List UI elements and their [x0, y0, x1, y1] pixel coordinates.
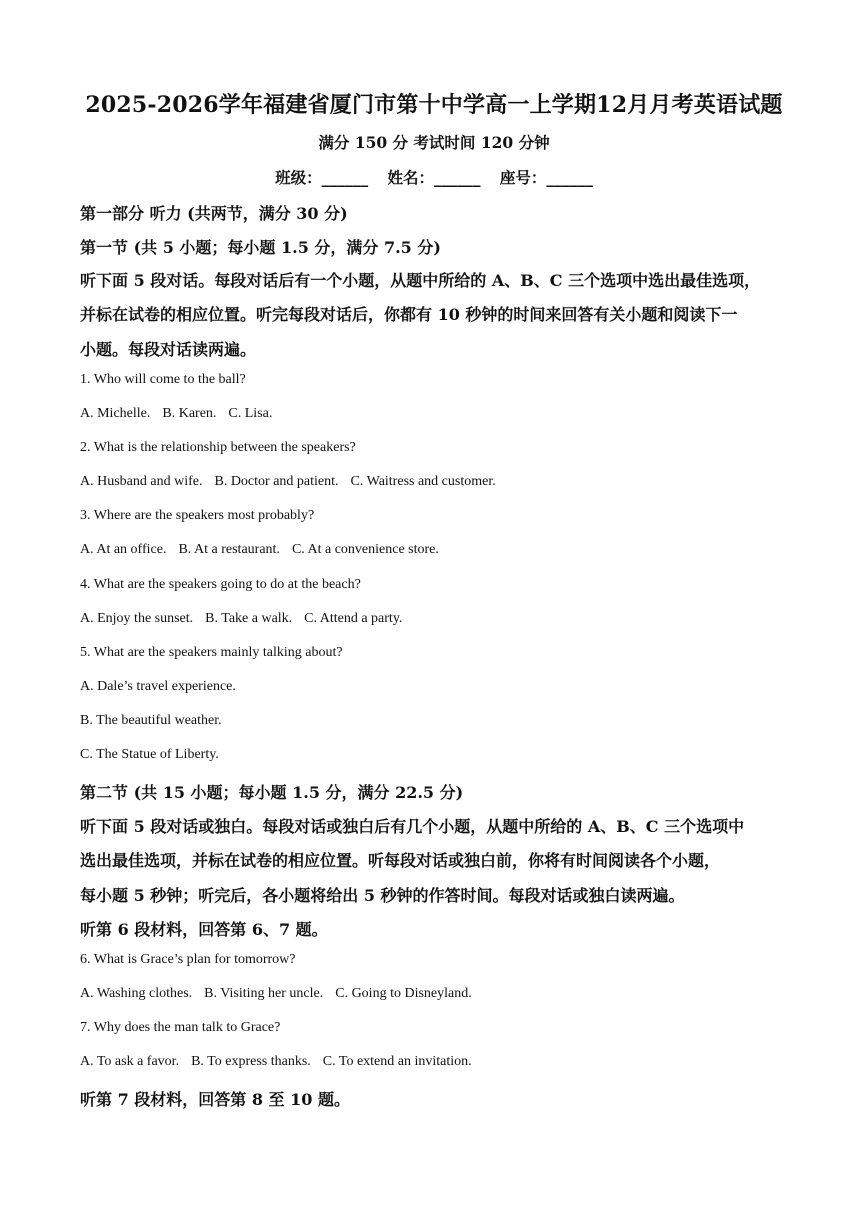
question-stem: 5. What are the speakers mainly talking about? [80, 645, 343, 660]
question-options [80, 406, 284, 422]
part1-heading: 第一部分 听力 (共两节，满分 30 分) [80, 204, 348, 223]
option-b: B. The beautiful weather. [80, 713, 222, 728]
student-info-fields [0, 166, 868, 188]
section1-instruction-line: 听下面 5 段对话。每段对话后有一个小题，从题中所给的 A、B、C 三个选项中选出最佳选项， [80, 271, 761, 290]
question-options [80, 986, 484, 1002]
question-stem: 4. What are the speakers going to do at the beach? [80, 577, 361, 592]
question-stem: 1. Who will come to the ball? [80, 372, 246, 387]
question-stem: 2. What is the relationship between the speakers? [80, 440, 356, 455]
section2-heading: 第二节 (共 15 小题；每小题 1.5 分，满分 22.5 分) [80, 783, 464, 802]
option-b: B. At a restaurant. [178, 542, 280, 557]
section1-heading: 第一节 (共 5 小题；每小题 1.5 分，满分 7.5 分) [80, 238, 441, 257]
question-options [80, 474, 508, 490]
option-c: C. Going to Disneyland. [335, 986, 472, 1001]
option-a: A. Enjoy the sunset. [80, 611, 194, 626]
section1-instruction-line: 并标在试卷的相应位置。听完每段对话后，你都有 10 秒钟的时间来回答有关小题和阅读下一 [80, 305, 738, 324]
material-6-heading: 听第 6 段材料，回答第 6、7 题。 [80, 920, 328, 939]
option-b: B. Karen. [162, 406, 217, 421]
option-c: C. The Statue of Liberty. [80, 747, 219, 762]
question-stem: 7. Why does the man talk to Grace? [80, 1020, 281, 1035]
option-a: A. To ask a favor. [80, 1054, 180, 1069]
exam-subtitle: 满分 150 分 考试时间 120 分钟 [318, 133, 550, 152]
option-c: C. Attend a party. [304, 611, 403, 626]
question-stem: 6. What is Grace’s plan for tomorrow? [80, 952, 296, 967]
class-field: 班级：______ [275, 168, 369, 187]
exam-title: 2025-2026学年福建省厦门市第十中学高一上学期12月月考英语试题 [85, 92, 783, 118]
section2-instruction-line: 选出最佳选项，并标在试卷的相应位置。听每段对话或独白前，你将有时间阅读各个小题， [80, 851, 721, 870]
option-c: C. At a convenience store. [291, 542, 439, 557]
option-a: A. At an office. [80, 542, 167, 557]
option-c: C. Waitress and customer. [350, 474, 496, 489]
option-c: C. To extend an invitation. [322, 1054, 472, 1069]
option-b: B. Visiting her uncle. [204, 986, 324, 1001]
option-b: B. To express thanks. [191, 1054, 311, 1069]
option-a: A. Washing clothes. [80, 986, 193, 1001]
option-b: B. Take a walk. [205, 611, 293, 626]
question-options [80, 542, 451, 558]
question-options [80, 611, 414, 627]
option-c: C. Lisa. [228, 406, 273, 421]
name-field: 姓名：______ [387, 168, 481, 187]
material-7-heading: 听第 7 段材料，回答第 8 至 10 题。 [80, 1090, 350, 1109]
option-a: A. Michelle. [80, 406, 151, 421]
question-options [80, 1054, 484, 1070]
section1-instruction-line: 小题。每段对话读两遍。 [80, 340, 257, 359]
section2-instruction-line: 每小题 5 秒钟；听完后，各小题将给出 5 秒钟的作答时间。每段对话或独白读两遍。 [80, 886, 685, 905]
option-a: A. Dale’s travel experience. [80, 679, 236, 694]
option-b: B. Doctor and patient. [214, 474, 339, 489]
option-a: A. Husband and wife. [80, 474, 203, 489]
section2-instruction-line: 听下面 5 段对话或独白。每段对话或独白后有几个小题，从题中所给的 A、B、C 三个选项中 [80, 817, 745, 836]
question-stem: 3. Where are the speakers most probably? [80, 508, 315, 523]
seat-field: 座号：______ [499, 168, 593, 187]
